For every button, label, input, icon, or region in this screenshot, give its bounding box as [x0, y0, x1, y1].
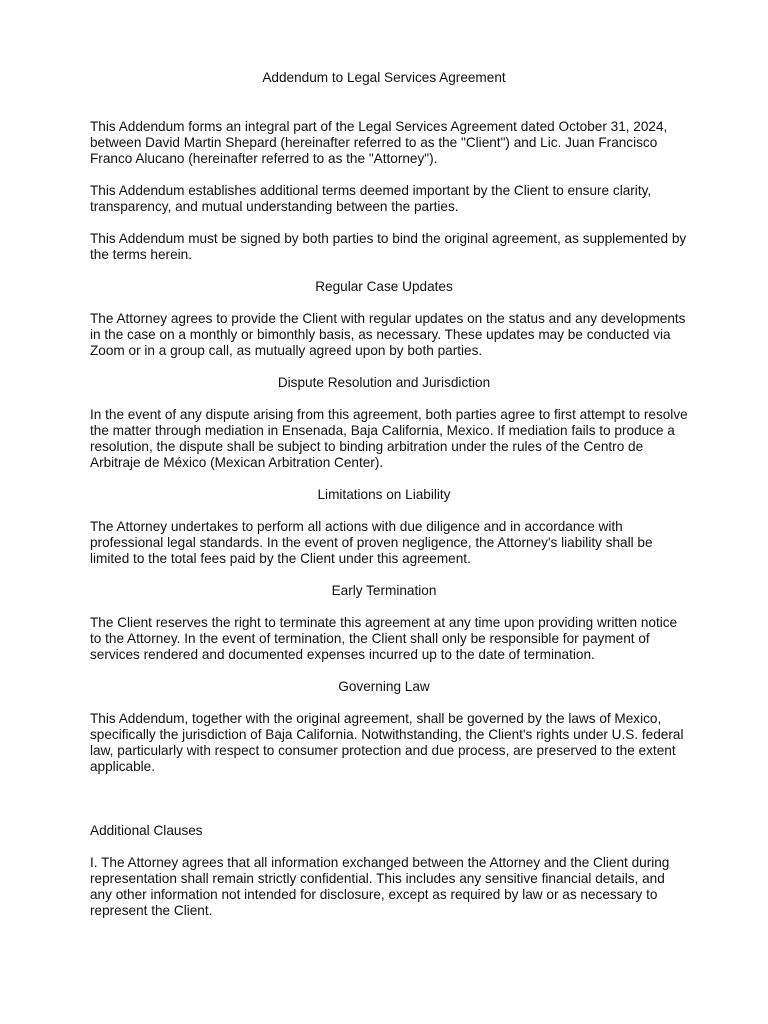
intro-paragraph-2: This Addendum establishes additional terms deemed important by the Client to ensure clarity, transparency, and mutual understanding between the parties.	[90, 183, 652, 214]
document-title: Addendum to Legal Services Agreement	[262, 70, 506, 85]
section-heading-dispute-resolution: Dispute Resolution and Jurisdiction	[277, 375, 491, 390]
section-body-governing-law: This Addendum, together with the original agreement, shall be governed by the laws of Mexico, specifically the jurisdiction of Baja California. Notwithstanding, the Client's rights under U.S. federal law, particularly with respect to consumer protection and due process, are preserved to the extent applicable.	[90, 711, 684, 774]
section-heading-liability: Limitations on Liability	[317, 487, 451, 502]
section-heading-case-updates: Regular Case Updates	[315, 279, 453, 294]
additional-clause-1: I. The Attorney agrees that all information exchanged between the Attorney and the Client during representation shall remain strictly confidential. This includes any sensitive financial details, and any other information not intended for disclosure, except as required by law or as necessary to represent the Client.	[90, 855, 670, 918]
section-heading-early-termination: Early Termination	[331, 583, 437, 598]
section-heading-governing-law: Governing Law	[338, 679, 430, 694]
section-body-case-updates: The Attorney agrees to provide the Client with regular updates on the status and any developments in the case on a monthly or bimonthly basis, as necessary. These updates may be conducted via Zoom or in a group call, as mutually agreed upon by both parties.	[90, 311, 686, 358]
intro-paragraph-1: This Addendum forms an integral part of the Legal Services Agreement dated October 31, 2024, between David Martin Shepard (hereinafter referred to as the "Client") and Lic. Juan Francisco Franco Alucano (hereinafter referred to as the "Attorney").	[90, 119, 668, 166]
section-body-dispute-resolution: In the event of any dispute arising from this agreement, both parties agree to first attempt to resolve the matter through mediation in Ensenada, Baja California, Mexico. If mediation fails to produce a resolution, the dispute shall be subject to binding arbitration under the rules of the Centro de Arbitraje de México (Mexican Arbitration Center).	[90, 407, 688, 470]
section-body-liability: The Attorney undertakes to perform all actions with due diligence and in accordance with professional legal standards. In the event of proven negligence, the Attorney's liability shall be limited to the total fees paid by the Client under this agreement.	[90, 519, 653, 566]
additional-clauses-heading: Additional Clauses	[90, 823, 203, 838]
intro-paragraph-3: This Addendum must be signed by both parties to bind the original agreement, as supplemented by the terms herein.	[90, 231, 687, 262]
section-body-early-termination: The Client reserves the right to terminate this agreement at any time upon providing written notice to the Attorney. In the event of termination, the Client shall only be responsible for payment of services rendered and documented expenses incurred up to the date of termination.	[90, 615, 678, 662]
section-spacer	[90, 791, 768, 823]
